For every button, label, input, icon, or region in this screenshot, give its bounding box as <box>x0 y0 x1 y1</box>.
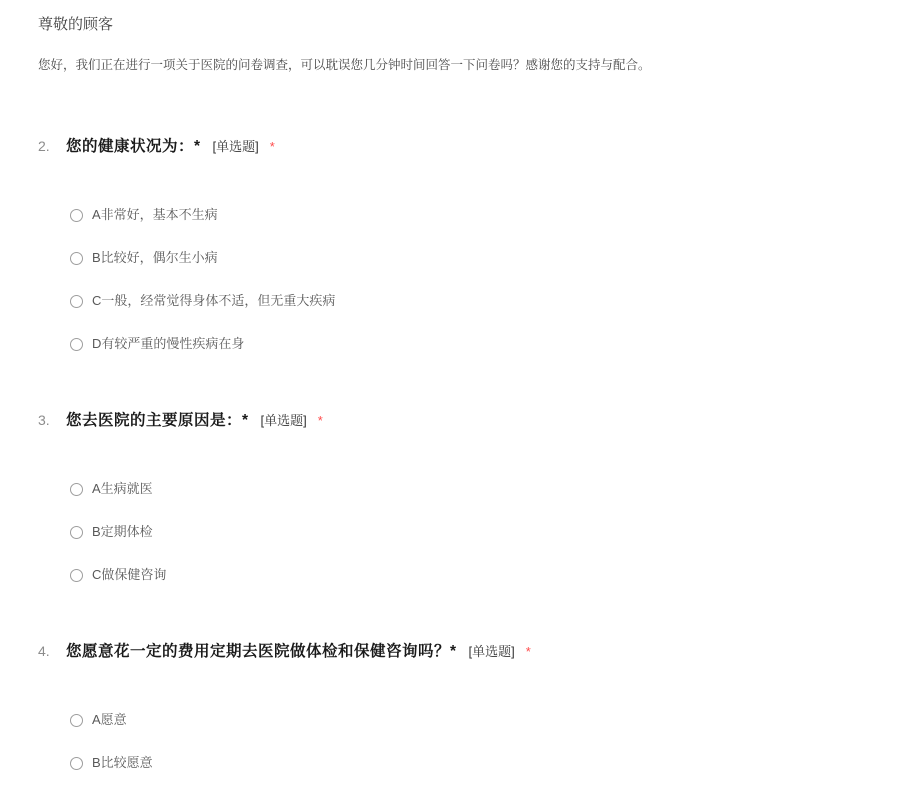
radio-button[interactable] <box>70 714 83 727</box>
option-label: B比较愿意 <box>92 755 153 770</box>
option-row[interactable] <box>70 482 862 496</box>
question-3 <box>38 411 862 582</box>
required-mark: * <box>525 644 531 659</box>
question-3-heading <box>38 411 862 430</box>
question-title: 您的健康状况为：* <box>66 138 201 155</box>
option-row[interactable] <box>70 568 862 582</box>
question-4-options <box>38 713 862 800</box>
option-label: A非常好，基本不生病 <box>92 207 218 222</box>
survey-title: 尊敬的顾客 <box>38 16 114 33</box>
radio-button[interactable] <box>70 295 83 308</box>
question-3-options <box>38 482 862 582</box>
question-title: 您去医院的主要原因是：* <box>66 412 249 429</box>
option-label: B比较好，偶尔生小病 <box>92 250 218 265</box>
required-mark: * <box>317 413 323 428</box>
question-number: 2. <box>38 138 50 154</box>
option-label: C一般，经常觉得身体不适，但无重大疾病 <box>92 293 336 308</box>
option-row[interactable] <box>70 294 862 308</box>
option-label: A生病就医 <box>92 481 153 496</box>
option-row[interactable] <box>70 208 862 222</box>
radio-button[interactable] <box>70 252 83 265</box>
option-row[interactable] <box>70 525 862 539</box>
radio-button[interactable] <box>70 526 83 539</box>
option-row[interactable] <box>70 713 862 727</box>
single-choice-tag: [单选题] <box>260 413 307 428</box>
option-row[interactable] <box>70 756 862 770</box>
question-4 <box>38 642 862 800</box>
radio-button[interactable] <box>70 338 83 351</box>
option-label: A愿意 <box>92 712 127 727</box>
question-number: 4. <box>38 643 50 659</box>
single-choice-tag: [单选题] <box>212 139 259 154</box>
option-label: B定期体检 <box>92 524 153 539</box>
radio-button[interactable] <box>70 209 83 222</box>
option-label: D有较严重的慢性疾病在身 <box>92 336 245 351</box>
option-row[interactable] <box>70 337 862 351</box>
question-2 <box>38 137 862 351</box>
option-row[interactable] <box>70 251 862 265</box>
required-mark: * <box>269 139 275 154</box>
question-4-heading <box>38 642 862 661</box>
question-title: 您愿意花一定的费用定期去医院做体检和保健咨询吗？* <box>66 643 457 660</box>
single-choice-tag: [单选题] <box>468 644 515 659</box>
question-2-options <box>38 208 862 351</box>
radio-button[interactable] <box>70 757 83 770</box>
question-number: 3. <box>38 412 50 428</box>
question-2-heading <box>38 137 862 156</box>
radio-button[interactable] <box>70 483 83 496</box>
survey-intro: 您好，我们正在进行一项关于医院的问卷调查，可以耽误您几分钟时间回答一下问卷吗？感谢您的支持与配合。 <box>38 58 651 72</box>
radio-button[interactable] <box>70 569 83 582</box>
option-label: C做保健咨询 <box>92 567 167 582</box>
